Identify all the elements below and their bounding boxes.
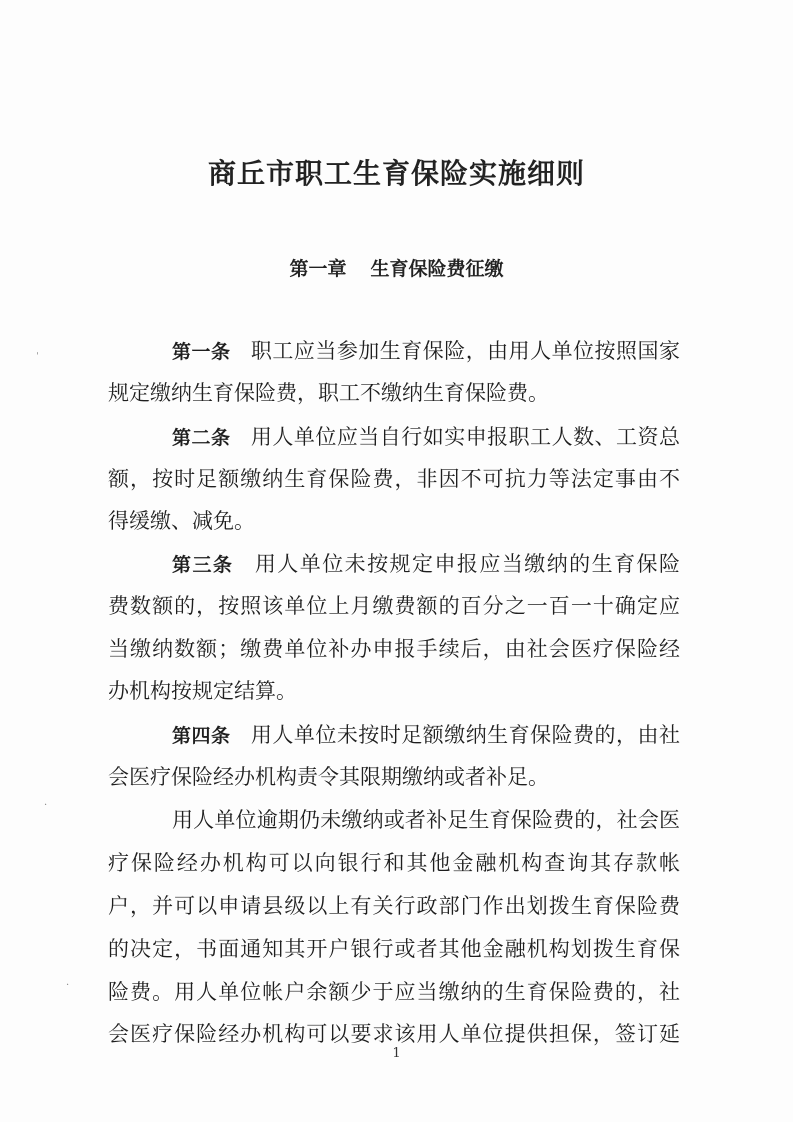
- scan-speck: ·: [44, 800, 48, 811]
- body-line: 额，按时足额缴纳生育保险费，非因不可抗力等法定事由不: [108, 467, 680, 491]
- article-text: 用人单位未按规定申报应当缴纳的生育保险: [253, 552, 680, 576]
- article-label: 第一条: [172, 341, 231, 363]
- scan-speck: ˌ: [36, 345, 39, 356]
- article-text: 职工应当参加生育保险，由用人单位按照国家: [250, 339, 680, 363]
- body-line: 户，并可以申请县级以上有关行政部门作出划拨生育保险费: [108, 894, 680, 918]
- document-title: 商丘市职工生育保险实施细则: [207, 157, 585, 190]
- article-line: [172, 422, 680, 452]
- chapter-heading: [0, 254, 793, 281]
- article-label: 第四条: [172, 725, 231, 747]
- body-line: 险费。用人单位帐户余额少于应当缴纳的生育保险费的，社: [108, 980, 680, 1004]
- body-line: 会医疗保险经办机构可以要求该用人单位提供担保，签订延: [108, 1022, 680, 1046]
- body-line: 疗保险经办机构可以向银行和其他金融机构查询其存款帐: [108, 851, 680, 875]
- chapter-number: 第一章: [289, 258, 347, 280]
- article-line: [172, 549, 680, 579]
- page-number: 1: [392, 1046, 401, 1061]
- article-label: 第三条: [172, 554, 234, 576]
- article-line: [172, 720, 680, 750]
- article-text: 用人单位应当自行如实申报职工人数、工资总: [250, 425, 680, 449]
- body-line: 得缓缴、减免。: [108, 509, 255, 533]
- body-line: 办机构按规定结算。: [108, 679, 297, 703]
- scan-speck: ·: [66, 980, 70, 991]
- body-line: 规定缴纳生育保险费，职工不缴纳生育保险费。: [108, 381, 549, 405]
- body-line: 会医疗保险经办机构责令其限期缴纳或者补足。: [108, 765, 549, 789]
- article-label: 第二条: [172, 427, 231, 449]
- body-line: 当缴纳数额；缴费单位补办申报手续后，由社会医疗保险经: [108, 637, 680, 661]
- body-line: 费数额的，按照该单位上月缴费额的百分之一百一十确定应: [108, 594, 680, 618]
- article-text: 用人单位未按时足额缴纳生育保险费的，由社: [250, 723, 680, 747]
- paragraph-first-line: 用人单位逾期仍未缴纳或者补足生育保险费的，社会医: [172, 808, 680, 832]
- chapter-name: 生育保险费征缴: [370, 258, 504, 280]
- article-line: [172, 336, 680, 366]
- body-line: 的决定，书面通知其开户银行或者其他金融机构划拨生育保: [108, 937, 680, 961]
